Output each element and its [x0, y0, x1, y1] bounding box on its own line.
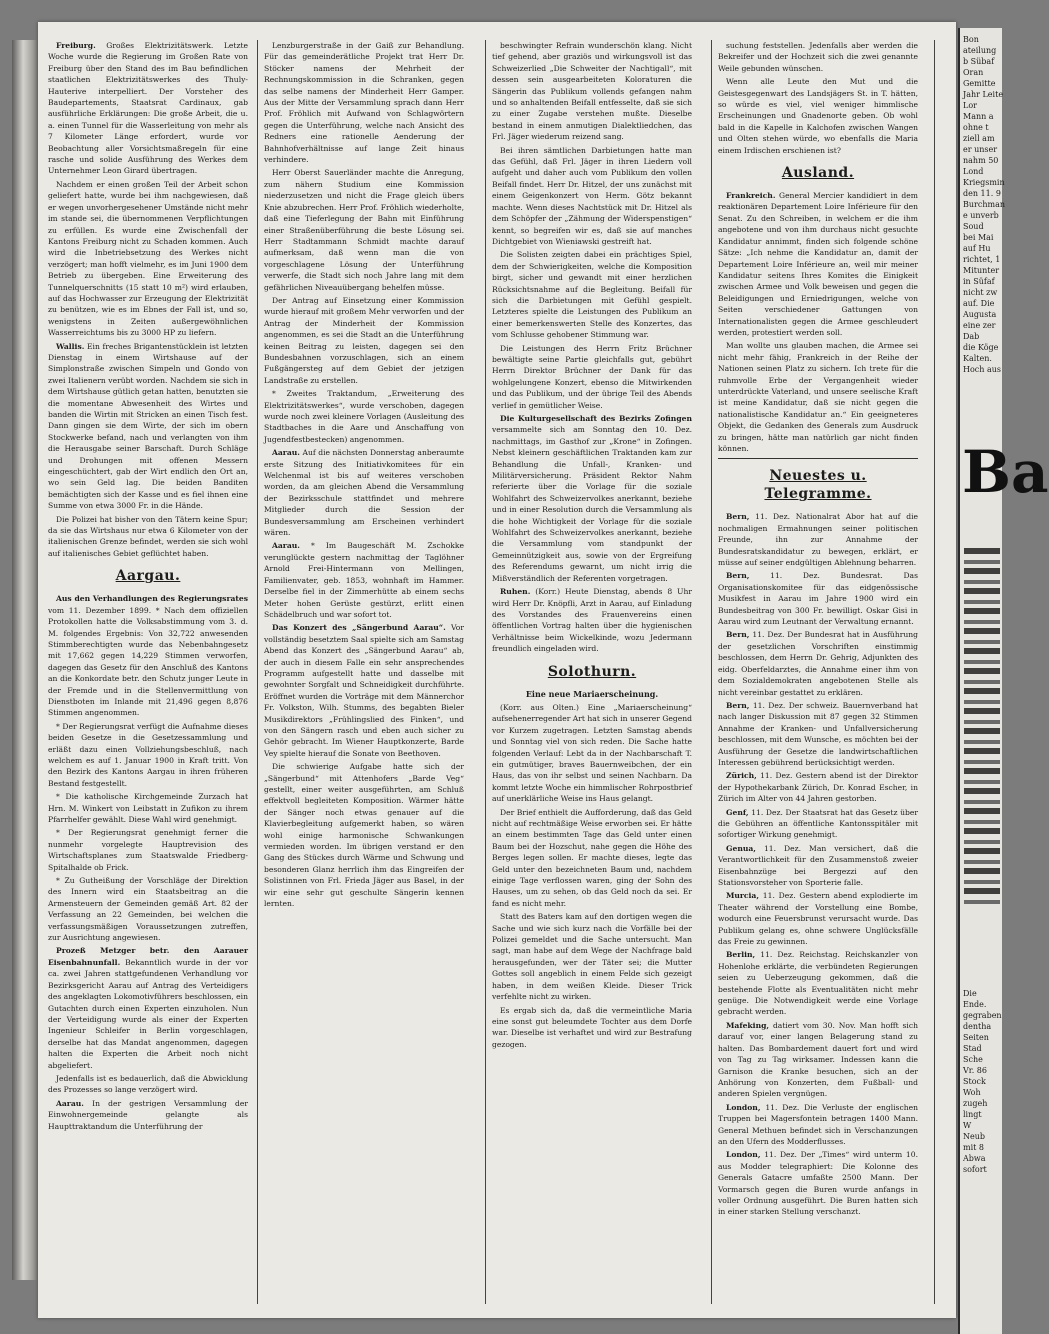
article-paragraph — [718, 1102, 918, 1148]
text-fragment: Abwa — [963, 1154, 986, 1163]
paragraph-text: Vor vollständig besetztem Saal spielte sich am Samstag Abend das Konzert des „Sängerbund Aarau“ ab, der auch in diesem Falle ein sehr ansprechendes Programm aufgestellt hatte und dasselbe mit gewohnter Sorgfalt und Schneidigkeit durchführte. Eröffnet wurden die Vorträge mit dem Männerchor Fr. Volkston, Wilh. Stumms, des begabten Bieler Musikdirektors „Frühlingslied des Finken“, und von den Sängern rasch und eben auch sicher zu Gehör gebracht. Im Wiener Hauptkonzerte, Barde Vey spielte hierauf die Sonate von Beethoven. — [264, 623, 464, 758]
paragraph-text: Lenzburgerstraße in der Gaiß zur Behandlung. Für das gemeinderätliche Projekt trat Herr Dr. Stöcker namens der Mehrheit der Rechnungskommission in die Schranken, gegen das selbe namens der Minderheit Herr Gamper. Aus der Mitte der Versammlung sprach dann Herr Prof. Fröhlich mit Aufwand von Schlagwörtern gegen die Unterführung, welche nach Ansicht des Redners eine rationelle Aenderung der Bahnhofverhältnisse auf lange Zeit hinaus verhindere. — [264, 41, 464, 165]
article-paragraph — [718, 890, 918, 947]
paragraph-lead: Das Konzert des „Sängerbund Aarau“. — [272, 623, 446, 633]
article-paragraph — [718, 629, 918, 697]
text-fragment: die Köge — [963, 343, 999, 352]
article-paragraph — [264, 622, 464, 759]
section-heading-ausland: Ausland. — [781, 165, 855, 182]
paragraph-text: In der gestrigen Versammlung der Einwohnergemeinde gelangte als Haupttraktandum die Unterführung der — [48, 1098, 248, 1131]
paragraph-lead: Aus den Verhandlungen des Regierungsrates — [56, 594, 248, 604]
text-fragment: ziell am — [963, 134, 995, 143]
article-paragraph — [264, 761, 464, 909]
article-paragraph — [492, 702, 692, 805]
paragraph-lead: Murcia, — [726, 891, 760, 901]
text-fragment: Soud — [963, 222, 984, 231]
paragraph-text: * Der Regierungsrat verfügt die Aufnahme dieses beiden Gesetze in die Gesetzessammlung und erläßt dazu einen Vollziehungsbeschluß, nach welchem es auf 1. Januar 1900 in Kraft tritt. Von den Bezirk des Kantons Aargau in ihren früheren Bestand festgestellt. — [48, 721, 248, 788]
paragraph-lead: London, — [726, 1150, 761, 1160]
ausland-paras — [718, 190, 918, 454]
article-paragraph — [718, 40, 918, 74]
article-paragraph — [48, 1073, 248, 1096]
book-binding — [12, 40, 40, 1280]
article-paragraph — [718, 511, 918, 568]
text-fragment: Stock — [963, 1077, 986, 1086]
text-fragment: ohne t — [963, 123, 989, 132]
article-paragraph — [48, 875, 248, 943]
col3-paras — [492, 40, 692, 411]
text-fragment: Stad — [963, 1044, 982, 1053]
paragraph-text: Die Solisten zeigten dabei ein prächtiges Spiel, dem der Schwierigkeiten, welche die Komposition birgt, sicher und gewandt mit einer herzlichen Rücksichtsnahme auf die Begleitung. Beifall für sich die Darbietungen mit Gefühl gespielt. Letzteres spielte die Leistungen des Publikum an einer bemerkenswerten Stelle des Konzertes, das vom Schlusse gehobener Stimmung war. — [492, 250, 692, 340]
text-fragment: auf. Die — [963, 299, 995, 308]
paragraph-text: Auf die nächsten Donnerstag anberaumte erste Sitzung des Initiativkomitees für ein Welchenmal ist bis auf weiteres verschoben worden, da am gleichen Abend die Versammlung der Bezirksschule stattfindet und mehrere Mitglieder durch die Session der Bundesversammlung am Erscheinen verhindert wären. — [264, 448, 464, 538]
text-fragment: lingt — [963, 1110, 982, 1119]
article-paragraph — [492, 343, 692, 411]
text-fragment: Jahr Leite — [963, 90, 1004, 99]
text-fragment: Burchman — [963, 200, 1005, 209]
article-paragraph — [48, 341, 248, 512]
text-fragment: Woh — [963, 1088, 981, 1097]
notice-kulturgesellschaft — [492, 413, 692, 584]
text-fragment: in Süfaf — [963, 277, 995, 286]
article-paragraph — [48, 40, 248, 177]
paragraph-text: Nachdem er einen großen Teil der Arbeit schon geliefert hatte, wurde bei ihm nachgewiesen, daß er wegen unvorhergesehener Umstände nicht mehr im stande sei, die übernommenen Verpflichtungen zu erfüllen. Es wurde eine Zwischenfall der Kantons Freiburg nicht zu Schaden kommen. Auch wird die Inbetriebsetzung des Werkes nicht verzögert; man hofft vielmehr, es im Juni 1900 dem Betrieb zu übergeben. Eine Erweiterung des Tunnelquerschnitts (15 statt 10 m²) wird erlauben, auf das Hochwasser zur Erzeugung der Elektrizität zu benützen, wie es im Ebnes der Fall ist, und so, wenigstens in Zeiten außergewöhnlichen Wasserreichtums bis zu 3000 HP zu liefern. — [48, 179, 248, 338]
paragraph-text: 11. Dez. Reichstag. Reichskanzler von Hohenlohe erklärte, die verbündeten Regierungen seien zu Ueberzeugung gekommen, daß die bestehende Flotte als Eventualitäten nicht mehr genüge. Die Notwendigkeit werde eine Vorlage gebracht werden. — [718, 950, 918, 1017]
section-heading-solothurn: Solothurn. — [547, 663, 637, 680]
paragraph-text: 11. Dez. Gestern abend explodierte im Theater während der Vorstellung eine Bombe, wodurch eine Feuersbrunst verursacht wurde. Das Publikum gelang es, ohne schwere Unglücksfälle das Freie zu gewinnen. — [718, 891, 919, 947]
text-fragment: b Sübaf — [963, 57, 995, 66]
article-paragraph — [48, 1098, 248, 1132]
paragraph-lead: Wallis. — [56, 341, 85, 351]
paragraph-text: 11. Dez. Der „Times“ wird unterm 10. aus Modder telegraphiert: Die Kolonne des Generals Gatacre umfaßte 2500 Mann. Der Vormarsch gegen die Buren wurde anfangs in voller Ordnung ausgeführt. Die Buren hatten sich in einer starken Stellung verschanzt. — [718, 1150, 918, 1217]
masthead-fragment: Ba — [962, 438, 1049, 506]
paragraph-lead: Aarau. — [272, 448, 300, 458]
notice-text: versammelte sich am Sonntag den 10. Dez. nachmittags, im Gasthof zur „Krone“ in Zofingen. Nebst kleinern geschäftlichen Traktanden kam zur Behandlung die Unfall-, Kranken- und Militärversicherung. Präsident Rektor Nahm referierte über die Vorlage für die soziale Wohlfahrt des Schweizervolkes anerkannt, beziehe und in einer Resolution durch die Versammlung als die hohe Wichtigkeit der Vorlage für die soziale Wohlfahrt des Schweizervolkes anerkannt, beziehe die Versammlung vom standpunkt der Gemeinnützigkeit aus, sowie von der Ergreifung des Referendums gewarnt, um nicht irrig die Mißverständlich der Referenten vorgetragen. — [492, 425, 692, 583]
paragraph-text: Der Brief enthielt die Aufforderung, daß das Geld nicht auf rechtmäßige Weise erworben sei. Er hätte an einem bestimmten Tage das Geld unter einen Baum bei der Hozschut, nahe gegen die Höhe des Berges legen sollen. Er machte dieses, legte das Geld unter den bezeichneten Baum und, nachdem einige Tage verflossen waren, ging der Sohn des Hauses, um zu sehen, ob das Geld noch da sei. Er fand es nicht mehr. — [492, 807, 692, 908]
article-paragraph — [264, 540, 464, 620]
paragraph-lead: Genua, — [726, 843, 756, 853]
paragraph-text: * Zu Gutheißung der Vorschläge der Direktion des Innern wird ein Staatsbeitrag an die Armensteuern der Gemeinden gemäß Art. 82 der Verfassung an 22 Gemeinden, bei welchen die verfassungsmäßigen Voraussetzungen zutreffen, zur Ausrichtung angewiesen. — [48, 876, 248, 943]
text-fragment: nahm 50 — [963, 156, 999, 165]
text-fragment: nicht zw — [963, 288, 998, 297]
paragraph-lead: Freiburg. — [56, 41, 96, 50]
text-fragment: Oran — [963, 68, 984, 77]
article-paragraph — [718, 843, 918, 889]
article-paragraph — [718, 340, 918, 454]
paragraph-text: Wenn alle Leute den Mut und die Geistesgegenwart des Landsjägers St. in T. hätten, so würde es viel, viel weniger himmlische Erscheinungen und Gnadenorte geben. Ob wohl bald in die Kapelle in Kalchofen zwischen Wangen und Olten stehen würde, wo ebenfalls die Maria einem Irdischen erschienen ist? — [718, 77, 918, 155]
article-paragraph — [718, 807, 918, 841]
article-paragraph — [48, 514, 248, 560]
column-rule — [711, 40, 712, 1304]
paragraph-lead: Zürich, — [726, 771, 757, 781]
paragraph-text: Statt des Baters kam auf den dortigen wegen die Sache und wie sich kurz nach die Vorfälle bei der Polizei gemeldet und die Sache untersucht. Man sagt, man habe auf dem Wege der Nachfrage bald herausgefunden, wer der Täter sei; die Mutter Gottes soll angeblich in einem Felde sich gezeigt haben, in dem weißen Kleide. Dieser Trick verfehlte nicht zu wirken. — [492, 912, 692, 1002]
text-fragment: Die — [963, 989, 977, 998]
paragraph-text: Die schwierige Aufgabe hatte sich der „Sängerbund“ mit Attenhofers „Barde Veg“ gestellt, einer weiter ausgeführten, am Schluß effektvoll begleiteten Komposition. Wärmer hätte der Sänger noch etwas genauer auf die Klavierbegleitung aufgemerkt haben, so wären wohl einige harmonische Schwankungen vermieden worden. Im übrigen verstand er den Gang des Stückes durch Wärme und Schwung und besonderen Glanz herrlich ihm das Eingreifen der Solistinnen von Frl. Frieda Jäger aus Basel, in der wir eine sehr gut geschulte Sängerin kennen lernten. — [264, 762, 464, 909]
section-heading-aargau: Aargau. — [115, 568, 181, 585]
text-fragment: Neub — [963, 1132, 986, 1141]
article-paragraph — [48, 721, 248, 789]
text-fragment: zugeh — [963, 1099, 988, 1108]
paragraph-lead: Aarau. — [56, 1098, 84, 1108]
telegram-paras — [718, 511, 918, 1217]
paragraph-text: beschwingter Refrain wunderschön klang. Nicht tief gehend, aber graziös und wirkungsvoll ist das Schweizerlied „Die Schweiter der Nachtigall“, mit dessen sein ausgearbeiteten Koloraturen die Sängerin das Publikum vollends gefangen nahm und so anhaltenden Beifall entfesselte, daß sie sich zu einer Zugabe verstehen mußte. Dieselbe bestand in einem anmutigen Dialektliedchen, das Frl. Jäger wiederum reizend sang. — [492, 41, 692, 142]
paragraph-text: Ein freches Brigantenstücklein ist letzten Dienstag in einem Wirtshause auf der Simplonstraße zwischen Simpeln und Gondo von zwei Italienern verübt worden. Nachdem sie sich in dem Wirtshause gütlich getan hatten, benutzten sie die momentane Abwesenheit des Wirtes und banden die Wirtin mit Stricken an einen Tisch fest. Dann gingen sie dem Wirte, der sich im obern Stockwerke befand, nach und verlangten von ihm die Herausgabe seiner Barschaft. Durch Schläge und Drohungen mit offenen Messern eingeschüchtert, gab der Wirt endlich den Ort an, wo sein Geld lag. Die beiden Banditen bemächtigten sich der Kasse und es fiel ihnen eine Summe von etwa 3000 Fr. in die Hände. — [48, 341, 248, 511]
paragraph-lead: Bern, — [726, 700, 750, 710]
paragraph-text: Man wollte uns glauben machen, die Armee sei nicht mehr fähig, Frankreich in der Reihe der Nationen seinen Platz zu sichern. Ich trete für die ruhmvolle Erbe der Vergangenheit wieder unterdrückte Vaterland, und unsere seelische Kraft ist meine Kandidatur, daß sie nicht gegen die nationalistische Kandidatur an.“ Ein geeigneteres Objekt, die Gedanken des Generals zum Ausdruck zu bringen, hätte man natürlich gar nicht finden können. — [718, 341, 918, 453]
ruhen-lead: Ruhen. — [500, 587, 531, 597]
paragraph-text: Es ergab sich da, daß die vermeintliche Maria eine sonst gut beleumdete Tochter aus dem Dorfe war. Dieselbe ist verhaftet und wird zur Bestrafung gezogen. — [492, 1005, 692, 1049]
paragraph-lead: Bern, — [726, 512, 750, 522]
column-rule — [485, 40, 486, 1304]
text-fragment: Kriegsmin — [963, 178, 1005, 187]
column-rule — [934, 40, 935, 1304]
paragraph-text: * Zweites Traktandum, „Erweiterung des Elektrizitätswerkes“, wurde verschoben, dagegen wurde noch zwei kleinere Vorlagen (Ausleitung des Stadtbaches in die Aare und Anschaffung von Jugendfestbestecken) angenommen. — [264, 389, 464, 444]
paragraph-text: Bekanntlich wurde in der vor ca. zwei Jahren stattgefundenen Verhandlung vor Bezirksgericht Aarau auf Antrag des Verteidigers des angeklagten Lokomotivführers beschlossen, ein Gutachten durch einen Experten einzuholen. Nun der Verteidigung wurde als einer der Experten Ingenieur Schleifer in Berlin vorgeschlagen, derselbe hat das Mandat angenommen, dagegen halten die Experten die Arbeit noch nicht abgeliefert. — [48, 957, 248, 1070]
text-fragment: Gemitte — [963, 79, 996, 88]
paragraph-lead: Frankreich. — [726, 191, 776, 201]
article-paragraph — [718, 949, 918, 1017]
paragraph-text: vom 11. Dezember 1899. * Nach dem offiziellen Protokollen hatte die Volksabstimmung vom 3. d. M. folgendes Ergebnis: Von 32,722 anwesenden Stimmberechtigten wurde das Nebenbahngesetz mit 17,662 gegen 14,229 Stimmen verworfen, dagegen das Gesetz für den Anschluß des Kantons an die Konkordate betr. den Schutz junger Leute in der Fremde und in die Stellenvermittlung von Dienstboten im Inlande mit 21,496 gegen 8,876 Stimmen angenommen. — [48, 605, 248, 718]
column-2 — [264, 40, 464, 1310]
paragraph-text: Die Leistungen des Herrn Fritz Brüchner bewältigte seine Partie gleichfalls gut, gebührt Herrn Direktor Brüchner der Dank für das wohlgelungene Konzert, ebenso die Mitwirkenden und das Publikum, und der übrige Teil des Abends verlief in gemütlicher Weise. — [492, 343, 692, 410]
paragraph-text: 11. Dez. Nationalrat Abor hat auf die nochmaligen Ermahnungen seiner politischen Freunde, ihn zur Annahme der Bundesratskandidatur zu bewegen, erklärt, er müsse auf seiner endgültigen Ablehnung beharren. — [718, 512, 918, 568]
ornamental-border — [964, 548, 1000, 908]
column-3 — [492, 40, 692, 1310]
paragraph-text: 11. Dez. Bundesrat. Das Organisationskomitee für das eidgenössische Musikfest in Aarau im Jahre 1900 wird ein Bundesbeitrag von 300 Fr. bewilligt. Oskar Gisi in Aarau wird zum Leutnant der Verwaltung ernannt. — [718, 571, 918, 627]
paragraph-text: (Korr. aus Olten.) Eine „Mariaerscheinung“ aufsehenerregender Art hat sich in unserer Gegend vor Kurzem zugetragen. Letzten Samstag abends und Sonntag viel von sich reden. Die Sache hatte folgenden Verlauf: Lebt da in der Nachbarschaft T. ein gutmütiger, braves Bauernweibchen, der ein Haus, das von ihr selbst und seinen Nachbarn. Da kommt letzte Woche ein himmlischer Rohrpostbrief auf unerklärliche Weise ins Haus gelangt. — [492, 702, 692, 804]
column-4 — [718, 40, 918, 1310]
article-paragraph — [264, 295, 464, 386]
text-fragment: den 11. 9 — [963, 189, 1001, 198]
article-paragraph — [264, 40, 464, 165]
text-fragment: gegraben — [963, 1011, 1002, 1020]
article-paragraph — [718, 570, 918, 627]
article-paragraph — [264, 447, 464, 538]
text-fragment: Augusta — [963, 310, 997, 319]
paragraph-text: Die Polizei hat bisher von den Tätern keine Spur; da sie das Wirtshaus nur etwa 6 Kilometer von der italienischen Grenze befindet, werden sie sich wohl auf italienisches Gebiet geflüchtet haben. — [48, 514, 248, 558]
article-paragraph — [492, 40, 692, 143]
article-paragraph — [264, 388, 464, 445]
article-paragraph — [492, 249, 692, 340]
text-fragment: Sche — [963, 1055, 983, 1064]
article-paragraph — [718, 1020, 918, 1100]
text-fragment: dentha — [963, 1022, 992, 1031]
article-paragraph — [48, 827, 248, 873]
article-paragraph — [48, 945, 248, 1070]
article-paragraph — [48, 593, 248, 718]
paragraph-text: * Der Regierungsrat genehmigt ferner die nunmehr vorgelegte Hauptrevision des Wirtschaftsplanes zum Staatswalde Friedberg-Spitalhalde ob Frick. — [48, 828, 248, 872]
paragraph-text: Großes Elektrizitätswerk. Letzte Woche wurde die Regierung im Großen Rate von Freiburg über den Stand des im Bau befindlichen staatlichen Elektrizitätswerkes des Thuly-Hauterive interpelliert. Der Vorsteher des Baudepartements, Staatsrat Cardinaux, gab ausführliche Erklärungen: Die große Arbeit, die u. a. einen Tunnel für die Wasserleitung von mehr als 7 Kilometer Länge erfordert, wurde vor Beobachtung aller Vorsichtsmaßregeln für eine rasche und solide Ausführung des Werkes dem Unternehmer Leon Girard übertragen. — [48, 41, 248, 176]
paragraph-text: 11. Dez. Die Verluste der englischen Truppen bei Magersfontein betragen 1400 Mann. General Methuen befindet sich in Verschanzungen an den Ufern des Modderflusses. — [718, 1102, 918, 1146]
paragraph-lead: Bern, — [726, 571, 750, 581]
right-page-lines — [960, 34, 1005, 375]
text-fragment: Seiten — [963, 1033, 989, 1042]
text-fragment: Vr. 86 — [963, 1066, 987, 1075]
column-rule — [257, 40, 258, 1304]
article-paragraph — [48, 791, 248, 825]
col3-paras2 — [492, 702, 692, 1050]
paragraph-text: Bei ihren sämtlichen Darbietungen hatte man das Gefühl, daß Frl. Jäger in ihren Liedern voll aufgeht und daher auch vom Publikum den vollen Beifall findet. Herr Dr. Hitzel, der uns zunächst mit einem Geigenkonzert von Herm. Götz bekannt machte. Wenn dieses Nachtstück mit Dr. Hitzel als dem Schöpfer der „Zähmung der Widerspenstigen“ kennt, so begreifen wir es, daß sie auf manches Dichtgebiet von Wieniawski gestreift hat. — [492, 145, 692, 246]
article-paragraph — [492, 911, 692, 1002]
text-fragment: e unverb — [963, 211, 999, 220]
article-paragraph — [48, 179, 248, 339]
paragraph-lead: Mafeking, — [726, 1020, 770, 1030]
text-fragment: Hoch aus — [963, 365, 1001, 374]
text-fragment: Ende. — [963, 1000, 987, 1009]
paragraph-text: General Mercier kandidiert in dem reaktionären Departement Loire Inférieure für den Senat. Zu den Schreiben, in welchem er die ihm angebotene und von ihm durchaus nicht gesuchte Kandidatur annimmt, finden sich folgende schöne Sätze: „Ich nehme die Kandidatur an, damit der Departement Loire Inférieure an, weil mir meiner Kandidatur seitens Ihres Komites die Einigkeit zwischen Armee und Volk beweisen und gegen die Beleidigungen und Erniedrigungen, welche von Seiten verschiedener Gattungen von Internationalisten gegen die Armee geschleudert werden, protestiert werden soll. — [718, 191, 918, 337]
paragraph-text: 11. Dez. Der Staatsrat hat das Gesetz über die Gebühren an öffentliche Kantonsspitäler mit sofortiger Wirkung genehmigt. — [718, 807, 918, 840]
divider — [718, 458, 918, 459]
adjacent-page-edge — [958, 28, 1049, 1334]
text-fragment: bei Mai — [963, 233, 994, 242]
paragraph-text: 11. Dez. Der Bundesrat hat in Ausführung der gesetzlichen Vorschriften einstimmig beschlossen, dem Herrn Dr. Gehrig, Adjunkten des eidg. Oberfeldarztes, die Annahme einer ihm von dem Sozialdemokraten angebotenen Stelle als nicht vereinbar gestattet zu erklären. — [718, 630, 918, 697]
text-fragment: eine zer — [963, 321, 996, 330]
text-fragment: Lond — [963, 167, 984, 176]
article-paragraph — [264, 167, 464, 292]
text-fragment: Mitunter — [963, 266, 1000, 275]
text-fragment: sofort — [963, 1165, 987, 1174]
right-page-lower — [960, 988, 1002, 1175]
col1-paras — [48, 40, 248, 559]
col1b-paras — [48, 593, 248, 1132]
text-fragment: Mann a — [963, 112, 994, 121]
col4-paras — [718, 40, 918, 156]
paragraph-text: Der Antrag auf Einsetzung einer Kommission wurde hierauf mit großem Mehr verworfen und der Antrag der Minderheit der Kommission angenommen, es sei die Stadt an die Unterführung keinen Beitrag zu leisten, dagegen sei den Bundesbahnen vorzuschlagen, sich an einem Fußgängersteg auf dem Gebiet der jetzigen Landstraße zu erstellen. — [264, 295, 464, 385]
newspaper-page — [38, 22, 956, 1318]
paragraph-lead: London, — [726, 1102, 761, 1112]
text-fragment: auf Hu — [963, 244, 991, 253]
text-fragment: ateilung — [963, 46, 997, 55]
paragraph-text: datiert vom 30. Nov. Man hofft sich darauf vor, einer langen Belagerung stand zu halten. Das Bombardement dauert fort und wird von Tag zu Tag wirksamer. Indessen kann die Garnison die Kranke besuchen, sich an der Anhörung von Konzerten, dem Fußball- und anderen Spielen vergnügen. — [718, 1020, 918, 1099]
text-fragment: mit 8 — [963, 1143, 984, 1152]
notice-ruhen — [492, 586, 692, 654]
paragraph-text: * Im Baugeschäft M. Zschokke verunglückte gestern nachmittag der Taglöhner Arnold Frei-Hintermann von Mellingen, Familienvater, geb. 1853, wohnhaft im Hammer. Derselbe fiel in der Zimmerhütte ab einem sechs Meter hohen Gerüste gestürzt, erlitt einen Schädelbruch und war sofort tot. — [264, 541, 464, 619]
article-paragraph — [718, 76, 918, 156]
paragraph-text: Jedenfalls ist es bedauerlich, daß die Abwicklung des Prozesses so lange verzögert wird. — [48, 1073, 248, 1095]
article-paragraph — [718, 700, 918, 768]
paragraph-lead: Prozeß Metzger betr. den Aarauer Eisenbahnunfall. — [48, 946, 248, 967]
paragraph-text: Herr Oberst Sauerländer machte die Anregung, zum nähern Studium eine Kommission niederzusetzen und nicht die Frage gleich übers Knie abzubrechen. Herr Prof. Fröhlich wiederholte, daß eine Tieferlegung der Bahn mit Einführung einer Straßenüberführung die beste Lösung sei. Herr Stadtammann Schmidt machte darauf aufmerksam, daß wenn man die von vorgeschlagene Lösung der Unterführung verwerfe, die Stadt sich noch Jahre lang mit dem gefährlichen Niveauübergang behelfen müsse. — [264, 168, 464, 292]
paragraph-lead: Bern, — [726, 630, 750, 640]
col2-paras — [264, 40, 464, 909]
article-paragraph — [492, 807, 692, 910]
notice-lead: Die Kulturgesellschaft des Bezirks Zofingen — [500, 414, 692, 423]
text-fragment: Bon — [963, 35, 979, 44]
paragraph-lead: Berlin, — [726, 950, 756, 960]
text-fragment: richtet, 1 — [963, 255, 1001, 264]
column-1 — [48, 40, 248, 1310]
text-fragment: Dab — [963, 332, 980, 341]
text-fragment: er unser — [963, 145, 998, 154]
paragraph-text: 11. Dez. Man versichert, daß die Verantwortlichkeit für den Zusammenstoß zweier Eisenbahnzüge bei Bergezzi auf den Stationsvorsteher von Sporterie falle. — [718, 843, 918, 887]
paragraph-lead: Aarau. — [272, 541, 300, 551]
paragraph-text: suchung feststellen. Jedenfalls aber werden die Bekreifer und der Hochzeit sich die zwei genannte Weile gebunden wünschen. — [718, 41, 918, 73]
paragraph-text: * Die katholische Kirchgemeinde Zurzach hat Hrn. M. Winkert von Leibstatt in Zufikon zu ihrem Pfarrhelfer gewählt. Diese Wahl wird genehmigt. — [48, 792, 248, 824]
paragraph-text: 11. Dez. Der schweiz. Bauernverband hat nach langer Diskussion mit 87 gegen 32 Stimmen Annahme der Kranken- und Unfallversicherung beschlossen, mit dem Wunsche, es möchten bei der Ausführung der Gesetze die landwirtschaftlichen Interessen gebührend berücksichtigt werden. — [718, 700, 918, 767]
text-fragment: Lor — [963, 101, 977, 110]
section-heading-telegramme: Neuestes u. Telegramme. — [764, 468, 872, 503]
article-paragraph — [492, 145, 692, 248]
article-paragraph — [718, 1149, 918, 1217]
paragraph-text: 11. Dez. Gestern abend ist der Direktor der Hypothekarbank Zürich, Dr. Konrad Escher, in Zürich im Alter von 44 Jahren gestorben. — [718, 771, 918, 804]
text-fragment: W — [963, 1121, 972, 1130]
ruhen-text: (Korr.) Heute Dienstag, abends 8 Uhr wird Herr Dr. Knöpfli, Arzt in Aarau, auf Einladung des Vorstandes des Frauenvereins einen öffentlichen Vortrag halten über die hygienischen Verhältnisse beim Wickelkinde, wozu Jedermann freundlich eingeladen wird. — [492, 587, 692, 654]
article-paragraph — [718, 770, 918, 804]
article-subhead: Eine neue Mariaerscheinung. — [525, 688, 659, 699]
text-fragment: Kalten. — [963, 354, 992, 363]
paragraph-lead: Genf, — [726, 807, 749, 817]
article-paragraph — [718, 190, 918, 338]
article-paragraph — [492, 1005, 692, 1051]
